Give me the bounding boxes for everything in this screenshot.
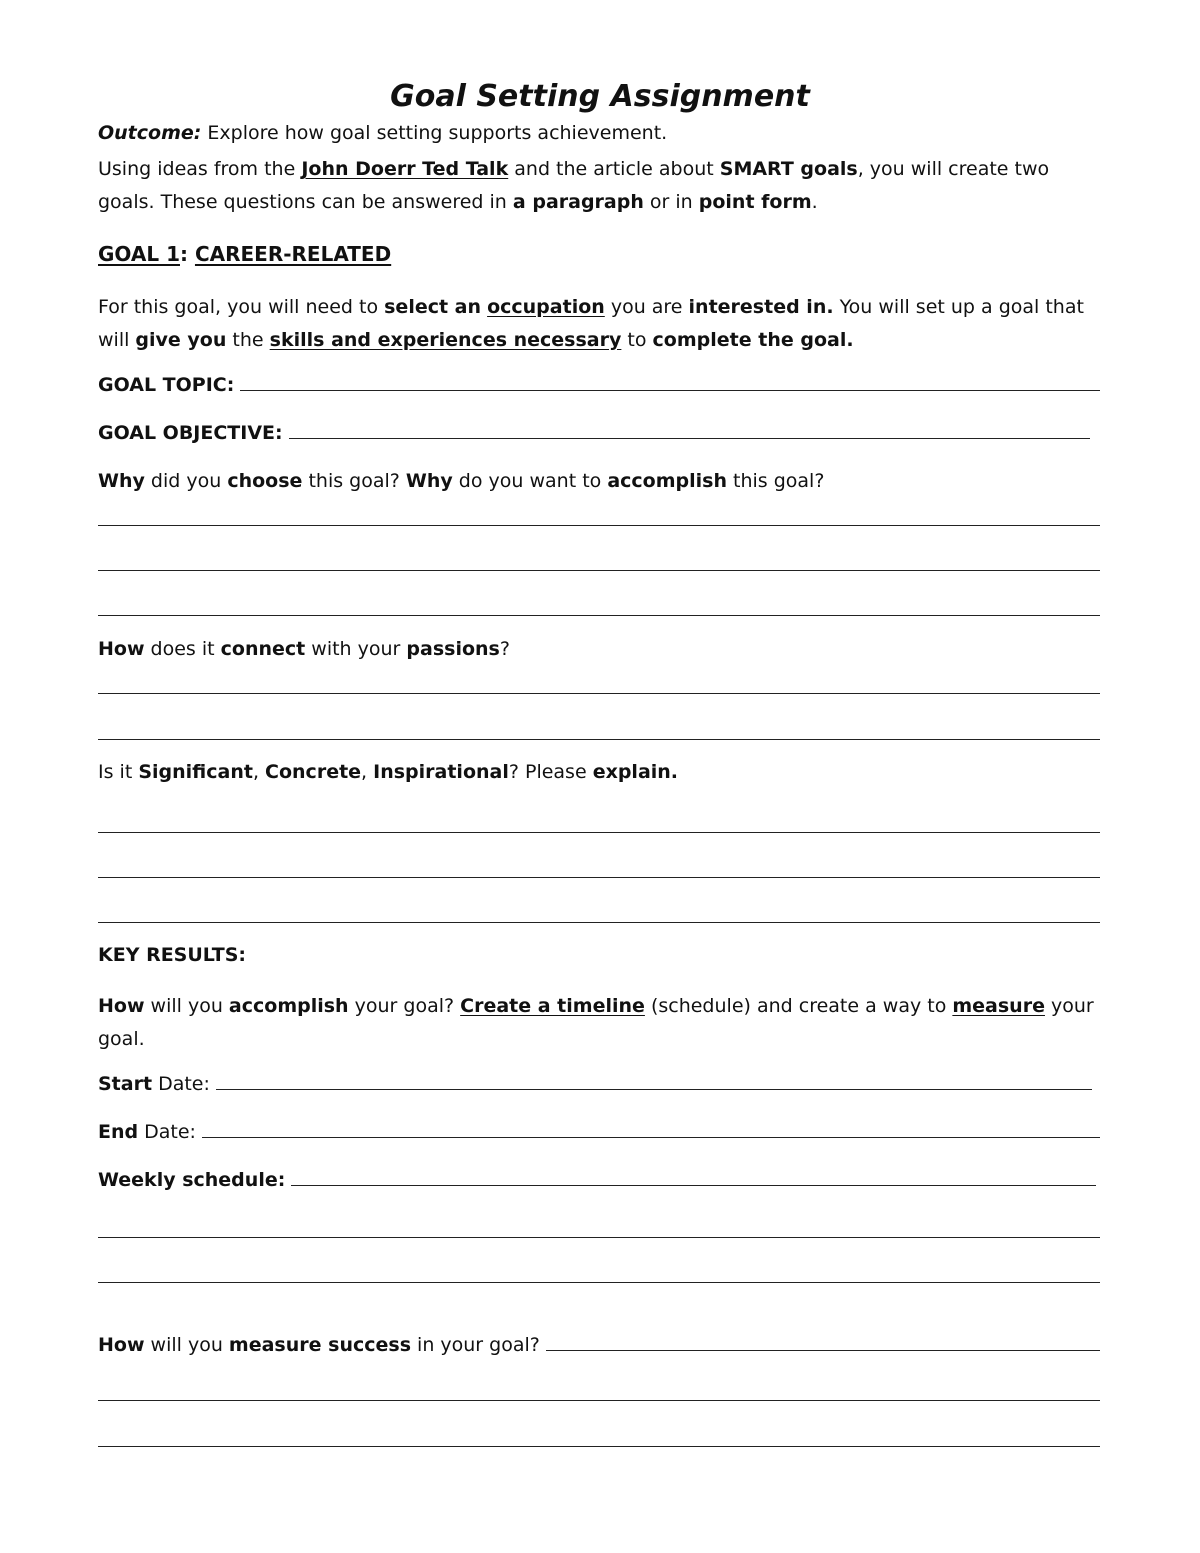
goal-objective-field [98, 420, 1090, 446]
q-emphasis: Why [405, 470, 453, 492]
question-why [98, 468, 1100, 494]
measure-success-blank[interactable] [546, 1332, 1100, 1351]
q-emphasis: How [98, 995, 145, 1017]
intro-text: , you will create two goals. These questions can be answered in [98, 158, 1050, 213]
q-text: your goal. [98, 995, 1094, 1050]
answer-line[interactable] [98, 832, 1100, 833]
weekly-schedule-label: Weekly schedule: [98, 1169, 286, 1191]
answer-line[interactable] [98, 1282, 1100, 1283]
q-emphasis: How [98, 1334, 145, 1356]
measure-emphasis: measure [952, 995, 1045, 1017]
goal1-colon: : [179, 242, 195, 266]
goal-topic-label: GOAL TOPIC: [98, 374, 235, 396]
q-emphasis: connect [220, 638, 306, 660]
q-text: did you [144, 470, 228, 492]
key-results-label: KEY RESULTS: [98, 944, 247, 966]
q-emphasis: accomplish [607, 470, 727, 492]
key-results-heading [98, 942, 1100, 968]
desc-emphasis: give you [135, 329, 227, 351]
goal1-heading [98, 241, 1100, 267]
intro-text: and the article about [508, 158, 720, 180]
intro-text: . [811, 191, 818, 213]
answer-line[interactable] [98, 877, 1100, 878]
q-text: , [252, 761, 266, 783]
end-date-field [98, 1119, 1100, 1145]
q-emphasis: passions [406, 638, 500, 660]
goal-topic-field [98, 372, 1100, 398]
desc-text: you are [604, 296, 689, 318]
q-emphasis: choose [227, 470, 303, 492]
q-text: do you want to [452, 470, 608, 492]
timeline-emphasis: Create a timeline [460, 995, 645, 1017]
goal1-description [98, 291, 1100, 357]
point-form-option: point form [698, 191, 812, 213]
answer-line[interactable] [98, 570, 1100, 571]
q-text: (schedule) and create a way to [644, 995, 953, 1017]
question-measure-success [98, 1332, 1100, 1358]
desc-text: You will set up a goal that will [98, 296, 1084, 351]
q-text: with your [305, 638, 407, 660]
q-text: this goal? [302, 470, 406, 492]
end-date-label-text: Date: [138, 1121, 196, 1143]
answer-line[interactable] [98, 693, 1100, 694]
skills-emphasis: skills and experiences necessary [269, 329, 622, 351]
intro-paragraph [98, 153, 1100, 219]
q-text: , [361, 761, 374, 783]
answer-line[interactable] [98, 1237, 1100, 1238]
outcome-label: Outcome: [98, 122, 202, 144]
q-emphasis: measure success [228, 1334, 411, 1356]
q-text: in your goal? [411, 1334, 540, 1356]
q-emphasis: Why [98, 470, 145, 492]
answer-line[interactable] [98, 1400, 1100, 1401]
goal-objective-label: GOAL OBJECTIVE: [98, 422, 283, 444]
desc-text: to [621, 329, 653, 351]
q-text: ? [499, 638, 510, 660]
desc-emphasis: select an [384, 296, 482, 318]
desc-emphasis: interested in. [688, 296, 834, 318]
goal1-category: CAREER-RELATED [194, 242, 392, 266]
start-date-blank[interactable] [216, 1071, 1092, 1090]
start-date-field [98, 1071, 1092, 1097]
page-title: Goal Setting Assignment [390, 79, 810, 114]
intro-text: Using ideas from the [98, 158, 302, 180]
answer-line[interactable] [98, 1446, 1100, 1447]
answer-line[interactable] [98, 525, 1100, 526]
question-how-passions [98, 636, 1100, 662]
goal-topic-blank[interactable] [240, 372, 1100, 391]
question-significant [98, 759, 1100, 785]
answer-line[interactable] [98, 615, 1100, 616]
q-emphasis: Significant [138, 761, 253, 783]
q-text: your goal? [348, 995, 461, 1017]
q-emphasis: How [98, 638, 145, 660]
goal1-label: GOAL 1 [98, 242, 180, 266]
weekly-schedule-blank[interactable] [291, 1167, 1096, 1186]
end-date-label: End [98, 1121, 139, 1143]
q-emphasis: Inspirational [373, 761, 509, 783]
outcome-line [98, 120, 1100, 146]
intro-text: or in [643, 191, 699, 213]
q-text: this goal? [726, 470, 825, 492]
end-date-blank[interactable] [202, 1119, 1100, 1138]
q-text: does it [144, 638, 221, 660]
start-date-label-text: Date: [152, 1073, 210, 1095]
q-emphasis: explain. [592, 761, 679, 783]
answer-line[interactable] [98, 922, 1100, 923]
q-text: will you [144, 1334, 229, 1356]
desc-text: For this goal, you will need to [98, 296, 385, 318]
q-text: ? Please [508, 761, 593, 783]
q-emphasis: Concrete [265, 761, 362, 783]
start-date-label: Start [98, 1073, 153, 1095]
ted-talk-reference: John Doerr Ted Talk [301, 158, 509, 180]
desc-emphasis: complete the goal. [652, 329, 854, 351]
outcome-text: Explore how goal setting supports achievement. [201, 122, 668, 144]
occupation-emphasis: occupation [487, 296, 605, 318]
weekly-schedule-field [98, 1167, 1096, 1193]
question-accomplish [98, 990, 1100, 1056]
smart-goals-reference: SMART goals [719, 158, 858, 180]
paragraph-option: a paragraph [512, 191, 644, 213]
desc-text: the [226, 329, 270, 351]
q-emphasis: accomplish [228, 995, 349, 1017]
answer-line[interactable] [98, 739, 1100, 740]
q-text: will you [144, 995, 229, 1017]
goal-objective-blank[interactable] [289, 420, 1090, 439]
q-text: Is it [98, 761, 139, 783]
